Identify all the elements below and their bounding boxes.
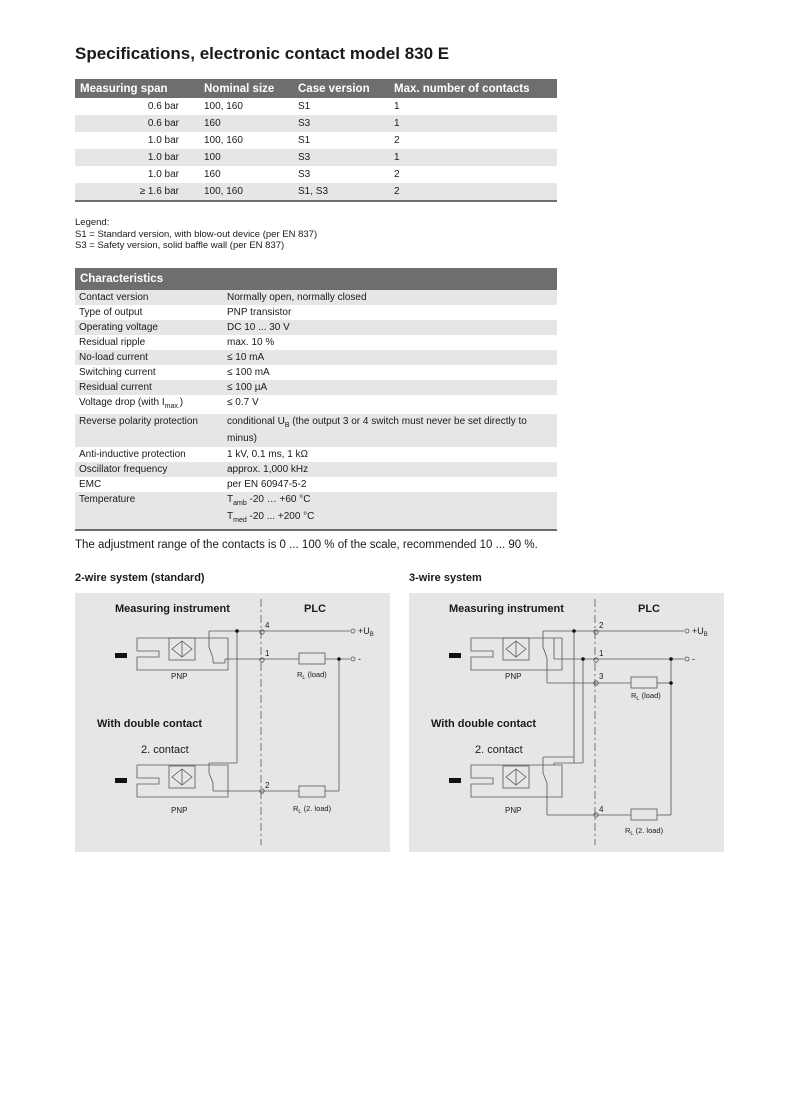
spec-table-header xyxy=(75,79,557,98)
label-plc: PLC xyxy=(638,603,660,615)
label-pnp: PNP xyxy=(505,672,522,681)
char-label: Residual ripple xyxy=(79,337,146,348)
legend-s3: S3 = Safety version, solid baffle wall (per EN 837) xyxy=(75,240,285,251)
table-row xyxy=(75,511,557,530)
adjustment-note: The adjustment range of the contacts is 0 ... 100 % of the scale, recommended 10 ... 90 %. xyxy=(75,539,538,551)
char-value: ≤ 100 µA xyxy=(223,380,557,395)
label-terminal-1: 1 xyxy=(599,649,604,658)
char-value: 1 kV, 0.1 ms, 1 kΩ xyxy=(227,449,309,460)
label-double-contact: With double contact xyxy=(431,718,537,730)
terminal-1 xyxy=(594,658,598,662)
char-label: Oscillator frequency xyxy=(75,462,223,477)
table-cell: 160 xyxy=(199,115,293,132)
char-value: ≤ 100 mA xyxy=(227,367,270,378)
label-pnp-2: PNP xyxy=(171,806,188,815)
diagram-heading-3wire: 3-wire system xyxy=(409,572,482,584)
load-resistor xyxy=(299,653,325,664)
table-cell: S1 xyxy=(298,135,311,146)
table-row xyxy=(75,365,557,380)
char-value: $T_{amb}$ -20 … +60 °C xyxy=(223,492,557,511)
legend-title: Legend: xyxy=(75,217,110,228)
char-label: Voltage drop (with $I_{max.}$) xyxy=(79,397,184,410)
table-cell: ≥ 1.6 bar xyxy=(75,183,199,201)
table-cell: S3 xyxy=(293,149,389,166)
char-value: Normally open, normally closed xyxy=(223,290,557,305)
label-terminal-2: 2 xyxy=(265,781,270,790)
char-value: minus) xyxy=(223,433,557,447)
diagram-2wire xyxy=(75,593,390,852)
table-cell: 1 xyxy=(389,115,557,132)
legend-s1: S1 = Standard version, with blow-out device (per EN 837) xyxy=(75,228,318,240)
table-row xyxy=(75,98,557,115)
label-double-contact: With double contact xyxy=(97,718,203,730)
label-load: $R_L$ (load) xyxy=(297,670,327,681)
load-resistor xyxy=(631,677,657,688)
table-cell: 0.6 bar xyxy=(147,101,179,112)
col-case-version: Case version xyxy=(293,79,389,98)
label-minus: - xyxy=(358,654,361,664)
label-supply: $+U_B$ xyxy=(692,626,708,638)
sensor-housing xyxy=(471,638,562,670)
diagram-3wire xyxy=(409,593,724,852)
table-row xyxy=(75,320,557,335)
load-resistor-2 xyxy=(299,786,325,797)
label-terminal-4: 4 xyxy=(265,621,270,630)
table-row xyxy=(75,414,557,433)
label-terminal-1: 1 xyxy=(265,649,270,658)
terminal-4 xyxy=(260,630,264,634)
wiring-diagram-2wire xyxy=(75,593,390,852)
table-row xyxy=(75,149,557,166)
switch-contact xyxy=(209,647,213,658)
col-max-contacts: Max. number of contacts xyxy=(389,79,557,98)
label-supply: $+U_B$ xyxy=(358,626,374,638)
terminal-2 xyxy=(594,630,598,634)
terminal-ub xyxy=(351,629,355,633)
table-cell: 2 xyxy=(389,183,557,201)
table-cell: 100, 160 xyxy=(199,183,293,201)
page-title: Specifications, electronic contact model 830 E xyxy=(75,44,450,63)
wiring-diagram-3wire xyxy=(409,593,724,852)
table-row xyxy=(75,492,557,511)
table-row xyxy=(75,132,557,149)
table-cell: 2 xyxy=(394,169,400,180)
table-row xyxy=(75,447,557,462)
char-value: ≤ 10 mA xyxy=(223,350,557,365)
table-row xyxy=(75,433,557,447)
label-plc: PLC xyxy=(304,603,326,615)
load-resistor-2 xyxy=(631,809,657,820)
table-row xyxy=(75,335,557,350)
label-load: $R_L$ (load) xyxy=(631,691,661,702)
table-row xyxy=(75,183,557,201)
table-row xyxy=(75,380,557,395)
char-label: EMC xyxy=(79,479,102,490)
char-value: DC 10 ... 30 V xyxy=(223,320,557,335)
label-load-2: $R_L$ (2. load) xyxy=(293,804,332,815)
table-cell: 0.6 bar xyxy=(75,115,199,132)
table-row xyxy=(75,462,557,477)
char-value: ≤ 0.7 V xyxy=(227,397,259,408)
switch-contact-2 xyxy=(543,773,547,783)
char-value: max. 10 % xyxy=(227,337,275,348)
table-cell: S1, S3 xyxy=(293,183,389,201)
terminal-block xyxy=(449,653,461,658)
char-value: $T_{med}$ -20 ... +200 °C xyxy=(223,511,557,530)
label-minus: - xyxy=(692,654,695,664)
table-cell: S3 xyxy=(293,115,389,132)
table-row xyxy=(75,166,557,183)
table-cell: 1 xyxy=(394,101,400,112)
table-cell: 100, 160 xyxy=(204,135,243,146)
char-label: Reverse polarity protection xyxy=(75,414,223,433)
terminal-block-2 xyxy=(449,778,461,783)
sensor-housing xyxy=(137,638,228,670)
char-label: No-load current xyxy=(75,350,223,365)
table-cell: 1.0 bar xyxy=(147,135,179,146)
char-value: conditional $U_B$ (the output 3 or 4 switch must never be set directly to xyxy=(223,414,557,433)
char-label: Anti-inductive protection xyxy=(79,449,186,460)
table-cell: S3 xyxy=(298,169,311,180)
label-pnp: PNP xyxy=(171,672,188,681)
label-pnp-2: PNP xyxy=(505,806,522,815)
char-label: Contact version xyxy=(75,290,223,305)
col-nominal-size: Nominal size xyxy=(199,79,293,98)
table-cell: 1.0 bar xyxy=(75,149,199,166)
terminal-minus xyxy=(685,657,689,661)
char-label: Switching current xyxy=(79,367,156,378)
label-terminal-2: 2 xyxy=(599,621,604,630)
char-label: Operating voltage xyxy=(75,320,223,335)
char-value: approx. 1,000 kHz xyxy=(223,462,557,477)
char-value: PNP transistor xyxy=(227,307,292,318)
label-second-contact: 2. contact xyxy=(141,744,189,756)
characteristics-table xyxy=(75,268,557,531)
table-cell: 100, 160 xyxy=(204,101,243,112)
table-row xyxy=(75,477,557,492)
table-row xyxy=(75,395,557,414)
table-cell: 2 xyxy=(394,135,400,146)
char-label: Residual current xyxy=(75,380,223,395)
label-second-contact: 2. contact xyxy=(475,744,523,756)
terminal-minus xyxy=(351,657,355,661)
legend xyxy=(75,217,317,252)
table-cell: 1 xyxy=(389,149,557,166)
terminal-1 xyxy=(260,658,264,662)
label-terminal-3: 3 xyxy=(599,672,604,681)
table-cell: 100 xyxy=(199,149,293,166)
terminal-block xyxy=(115,653,127,658)
table-row xyxy=(75,305,557,320)
label-load-2: $R_L$ (2. load) xyxy=(625,826,664,837)
char-label: Temperature xyxy=(75,492,223,511)
switch-contact xyxy=(543,647,547,658)
table-row xyxy=(75,290,557,305)
table-row xyxy=(75,350,557,365)
switch-contact-2 xyxy=(209,773,213,783)
spec-table xyxy=(75,79,557,202)
table-cell: S1 xyxy=(298,101,311,112)
label-measuring-instrument: Measuring instrument xyxy=(449,603,564,615)
col-measuring-span: Measuring span xyxy=(75,79,199,98)
table-cell: 1.0 bar xyxy=(147,169,179,180)
terminal-block-2 xyxy=(115,778,127,783)
label-terminal-4: 4 xyxy=(599,805,604,814)
table-row xyxy=(75,115,557,132)
char-label: Type of output xyxy=(79,307,143,318)
table-cell: 160 xyxy=(204,169,221,180)
char-value: per EN 60947-5-2 xyxy=(227,479,307,490)
diagram-heading-2wire: 2-wire system (standard) xyxy=(75,572,205,584)
characteristics-header: Characteristics xyxy=(75,268,557,290)
label-measuring-instrument: Measuring instrument xyxy=(115,603,230,615)
terminal-ub xyxy=(685,629,689,633)
